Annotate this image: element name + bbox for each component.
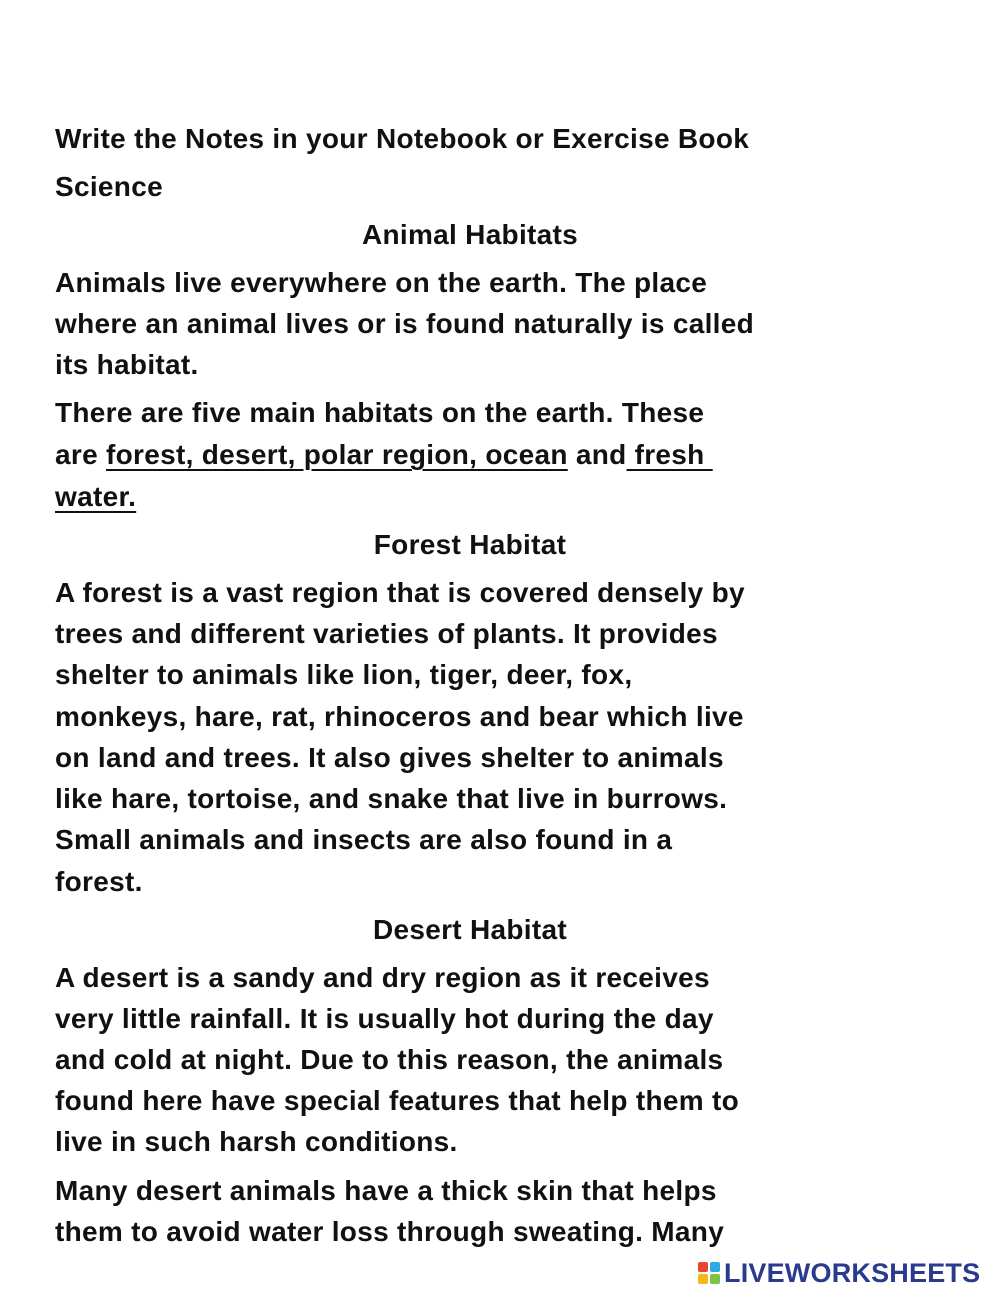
forest-line: A forest is a vast region that is covered densely by [55, 577, 745, 608]
forest-line: monkeys, hare, rat, rhinoceros and bear which live [55, 701, 744, 732]
desert-more-line: them to avoid water loss through sweating. Many [55, 1216, 725, 1247]
logo-text: LIVEWORKSHEETS [724, 1257, 981, 1288]
instruction-text: Write the Notes in your Notebook or Exercise Book [55, 123, 750, 154]
forest-line: on land and trees. It also gives shelter to animals [55, 742, 724, 773]
habitats-prefix: are [55, 439, 107, 470]
logo-block [710, 1274, 720, 1284]
desert-heading: Desert Habitat [372, 914, 568, 945]
desert-line: A desert is a sandy and dry region as it receives [55, 962, 710, 993]
forest-heading: Forest Habitat [373, 529, 567, 560]
liveworksheets-logo[interactable] [698, 1256, 980, 1290]
forest-line: shelter to animals like lion, tiger, deer, fox, [55, 659, 633, 690]
habitats-line-water: water. [55, 481, 137, 512]
habitats-line: There are five main habitats on the earth. These [55, 397, 705, 428]
desert-line: very little rainfall. It is usually hot during the day [55, 1003, 714, 1034]
logo-block [698, 1274, 708, 1284]
habitats-list-line [55, 438, 713, 472]
desert-line: and cold at night. Due to this reason, the animals [55, 1044, 724, 1075]
desert-line: live in such harsh conditions. [55, 1126, 458, 1157]
page-title: Animal Habitats [361, 219, 579, 250]
desert-line: found here have special features that help them to [55, 1085, 740, 1116]
forest-line: forest. [55, 866, 143, 897]
subject-label: Science [55, 171, 163, 202]
desert-more-line: Many desert animals have a thick skin that helps [55, 1175, 717, 1206]
logo-block [710, 1262, 720, 1272]
habitats-list: forest, desert, polar region, ocean [106, 439, 568, 470]
habitats-last: fresh [626, 439, 713, 470]
forest-line: Small animals and insects are also found in a [55, 824, 673, 855]
forest-line: like hare, tortoise, and snake that live in burrows. [55, 783, 728, 814]
forest-line: trees and different varieties of plants. It provides [55, 618, 718, 649]
intro-line: its habitat. [55, 349, 199, 380]
habitats-and: and [567, 439, 627, 470]
logo-block [698, 1262, 708, 1272]
intro-line: where an animal lives or is found naturally is called [55, 308, 755, 339]
intro-line: Animals live everywhere on the earth. The place [55, 267, 708, 298]
logo-blocks-icon [698, 1262, 720, 1284]
